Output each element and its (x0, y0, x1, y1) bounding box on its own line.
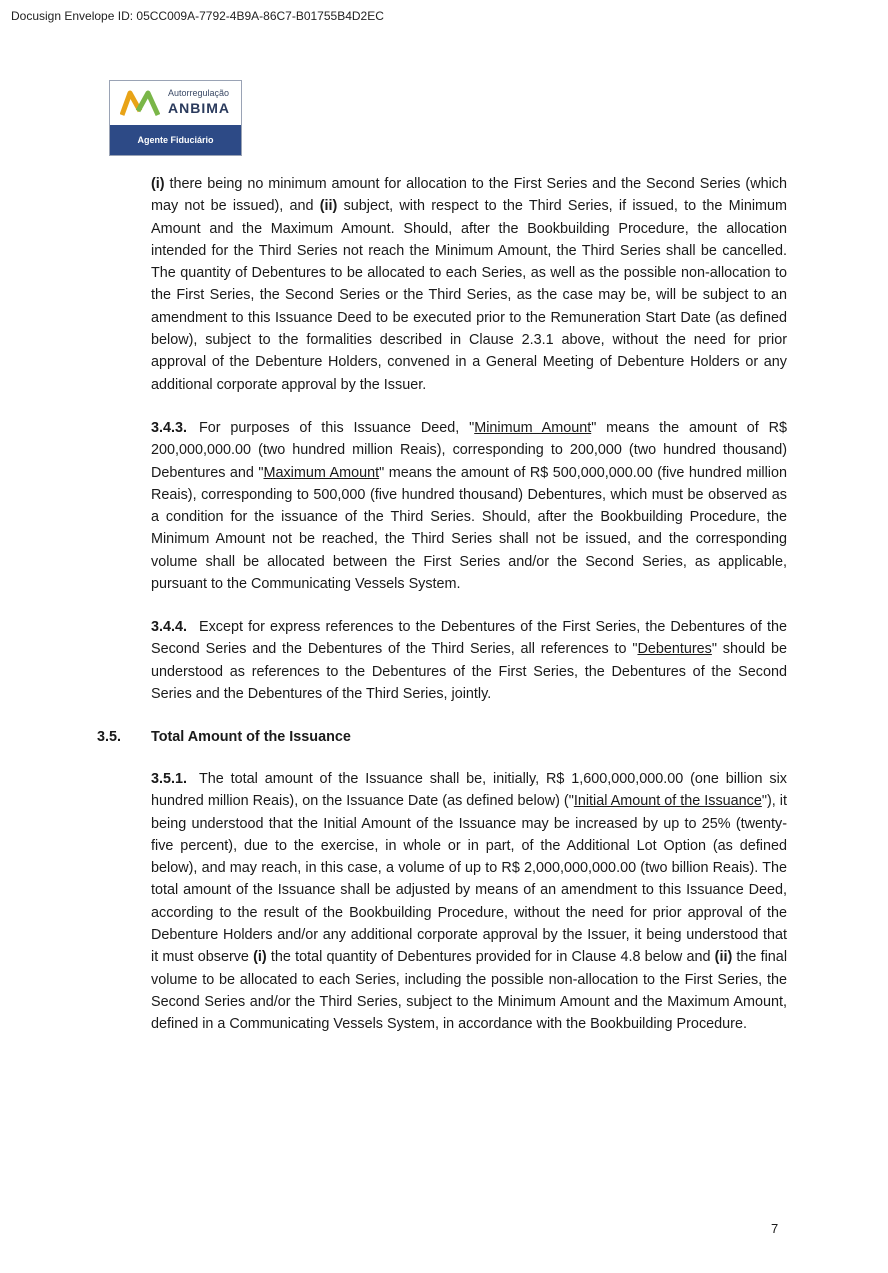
marker-i: (i) (253, 949, 267, 966)
defined-term-debentures: Debentures (637, 641, 712, 658)
clause-number: 3.4.4. (151, 619, 188, 635)
defined-term-minimum-amount: Minimum Amount (474, 420, 592, 436)
text: The total amount of the Issuance shall be, initially, R$ 1,600,000,000.00 (one billion six hundred million Reais), on the Issuance Date (as defined below) (" (151, 771, 787, 810)
logo-subtitle: Autorregulação (168, 88, 230, 98)
text: For purposes of this Issuance Deed, " (199, 420, 475, 436)
text: there being no minimum amount for allocation to the First Series and the Second Series (which may not be issued), and (151, 176, 787, 215)
marker-ii: (ii) (319, 198, 338, 215)
clause-number: 3.4.3. (151, 420, 188, 436)
text: subject, with respect to the Third Series, if issued, to the Minimum Amount and the Maximum Amount. Should, after the Bookbuilding Procedure, the allocation intended for the Third Series not reach the Minimum Amount, the Third Series shall be cancelled. The quantity of Debentures to be allocated to each Series, as well as the possible non-allocation to the First Series, the Second Series or the Third Series, as the case may be, will be subject to an amendment to this Issuance Deed to be executed prior to the Remuneration Start Date (as defined below), subject to the formalities described in Clause 2.3.1 above, without the need for prior approval of the Debenture Holders, convened in a General Meeting of Debenture Holders or any additional corporate approval by the Issuer. (151, 198, 787, 393)
anbima-mark-icon (120, 89, 160, 117)
logo-top (110, 81, 241, 125)
clause-number: 3.5.1. (151, 771, 188, 787)
marker-i: (i) (151, 176, 165, 192)
text: " means the amount of R$ 500,000,000.00 (five hundred million Reais), corresponding to 500,000 (five hundred thousand) Debentures, which must be observed as a condition for the issuance of the Third Series. Should, after the Bookbuilding Procedure, the Minimum Amount not be reached, the Third Series shall not be issued, and the corresponding volume shall be allocated between the First Series and/or the Second Series, as applicable, pursuant to the Communicating Vessels System. (151, 464, 787, 593)
text: "), it being understood that the Initial Amount of the Issuance may be increased by up to 25% (twenty-five percent), due to the exercise, in whole or in part, of the Additional Lot Option (as defined below), and may reach, in this case, a volume of up to R$ 2,000,000,000.00 (two billion Reais). The total amount of the Issuance shall be adjusted by means of an amendment to this Issuance Deed, according to the result of the Bookbuilding Procedure, without the need for prior approval of the Debenture Holders and/or any additional corporate approval by the Issuer, it being understood that it must observe (151, 793, 787, 966)
logo-brand: ANBIMA (168, 100, 230, 116)
paragraph-allocation (151, 173, 787, 396)
text: Except for express references to the Debentures of the First Series, the Debentures of the Second Series and the Debentures of the Third Series, all references to " (151, 619, 787, 658)
marker-ii: (ii) (714, 949, 733, 966)
envelope-id: Docusign Envelope ID: 05CC009A-7792-4B9A-86C7-B01755B4D2EC (11, 9, 384, 23)
page-number: 7 (771, 1221, 779, 1236)
text: the final volume to be allocated to each Series, including the possible non-allocation to the First Series, the Second Series and/or the Third Series, subject to the Minimum Amount and the Maximum Amount, defined in a Communicating Vessels System, in accordance with the Bookbuilding Procedure. (151, 949, 788, 1033)
defined-term-initial-amount: Initial Amount of the Issuance (573, 793, 762, 810)
logo-band-text: Agente Fiduciário (110, 125, 241, 155)
defined-term-maximum-amount: Maximum Amount (263, 464, 380, 481)
section-number: 3.5. (97, 729, 122, 745)
clause-3-5-1 (151, 768, 787, 1036)
clause-3-4-3 (151, 417, 787, 595)
anbima-logo (109, 80, 242, 156)
text: the total quantity of Debentures provided for in Clause 4.8 below and (266, 949, 715, 966)
text: " should be understood as references to the Debentures of the First Series, the Debentures of the Second Series and the Debentures of the Third Series, jointly. (151, 641, 787, 702)
text: " means the amount of R$ 200,000,000.00 (two hundred million Reais), corresponding to 200,000 (two hundred thousand) Debentures and " (151, 420, 787, 481)
clause-3-4-4 (151, 616, 787, 705)
section-title: Total Amount of the Issuance (151, 729, 351, 745)
